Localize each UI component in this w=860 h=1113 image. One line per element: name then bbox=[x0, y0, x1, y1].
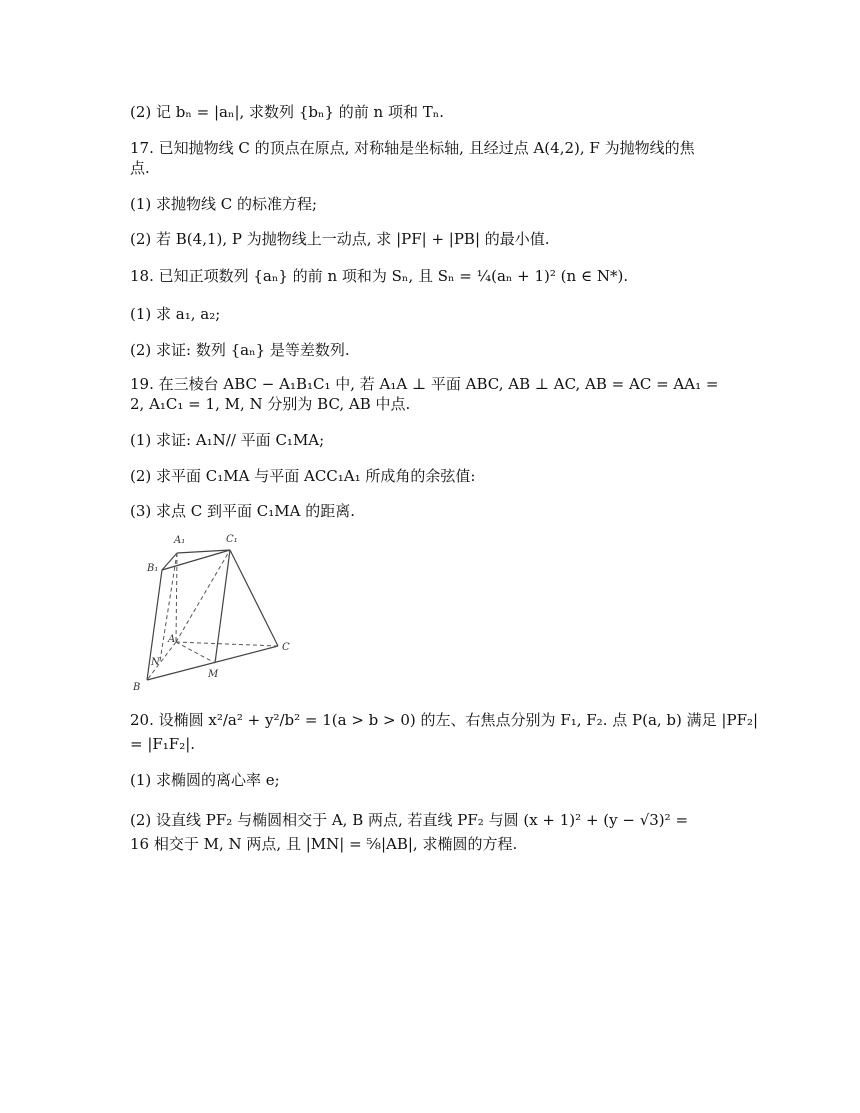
q17-part1: (1) 求抛物线 C 的标准方程; bbox=[130, 195, 318, 213]
label-a: A bbox=[168, 634, 176, 645]
label-m: M bbox=[208, 669, 219, 680]
q20-stem-cont: = |F₁F₂|. bbox=[130, 735, 196, 753]
edge-c1m bbox=[215, 550, 230, 663]
label-n: N bbox=[151, 657, 160, 668]
q17-stem: 17. 已知抛物线 C 的顶点在原点, 对称轴是坐标轴, 且经过点 A(4,2), F 为抛物线的焦 bbox=[130, 139, 695, 157]
q19-part2: (2) 求平面 C₁MA 与平面 ACC₁A₁ 所成角的余弦值: bbox=[130, 467, 476, 485]
edge-c1c bbox=[230, 550, 278, 646]
q19-part1: (1) 求证: A₁N// 平面 C₁MA; bbox=[130, 431, 325, 449]
q18-part1: (1) 求 a₁, a₂; bbox=[130, 305, 221, 323]
edge-am bbox=[176, 642, 215, 663]
label-b1: B₁ bbox=[147, 563, 159, 574]
frustum-figure bbox=[130, 528, 298, 696]
q16-part2: (2) 记 bₙ = |aₙ|, 求数列 {bₙ} 的前 n 项和 Tₙ. bbox=[130, 103, 444, 121]
q20-part2-cont: 16 相交于 M, N 两点, 且 |MN| = ⅝|AB|, 求椭圆的方程. bbox=[130, 835, 518, 853]
q20-part1: (1) 求椭圆的离心率 e; bbox=[130, 771, 280, 789]
edge-ac bbox=[176, 642, 278, 646]
q20-part2: (2) 设直线 PF₂ 与椭圆相交于 A, B 两点, 若直线 PF₂ 与圆 (x + 1)² + (y − √3)² = bbox=[130, 811, 689, 829]
q18-part2: (2) 求证: 数列 {aₙ} 是等差数列. bbox=[130, 341, 350, 359]
frustum-diagram bbox=[130, 528, 298, 696]
q17-part2: (2) 若 B(4,1), P 为抛物线上一动点, 求 |PF| + |PB| 的最小值. bbox=[130, 230, 550, 248]
label-a1: A₁ bbox=[174, 535, 186, 546]
q17-stem-cont: 点. bbox=[130, 159, 150, 177]
q18-stem: 18. 已知正项数列 {aₙ} 的前 n 项和为 Sₙ, 且 Sₙ = ¼(aₙ + 1)² (n ∈ N*). bbox=[130, 267, 629, 285]
q19-stem: 19. 在三棱台 ABC − A₁B₁C₁ 中, 若 A₁A ⊥ 平面 ABC, AB ⊥ AC, AB = AC = AA₁ = bbox=[130, 375, 719, 393]
q19-part3: (3) 求点 C 到平面 C₁MA 的距离. bbox=[130, 502, 356, 520]
label-c1: C₁ bbox=[226, 534, 238, 545]
label-c: C bbox=[282, 642, 290, 653]
q19-stem-cont: 2, A₁C₁ = 1, M, N 分别为 BC, AB 中点. bbox=[130, 395, 411, 413]
q20-stem: 20. 设椭圆 x²/a² + y²/b² = 1(a > b > 0) 的左、右焦点分别为 F₁, F₂. 点 P(a, b) 满足 |PF₂| bbox=[130, 711, 759, 729]
label-b: B bbox=[133, 682, 141, 693]
